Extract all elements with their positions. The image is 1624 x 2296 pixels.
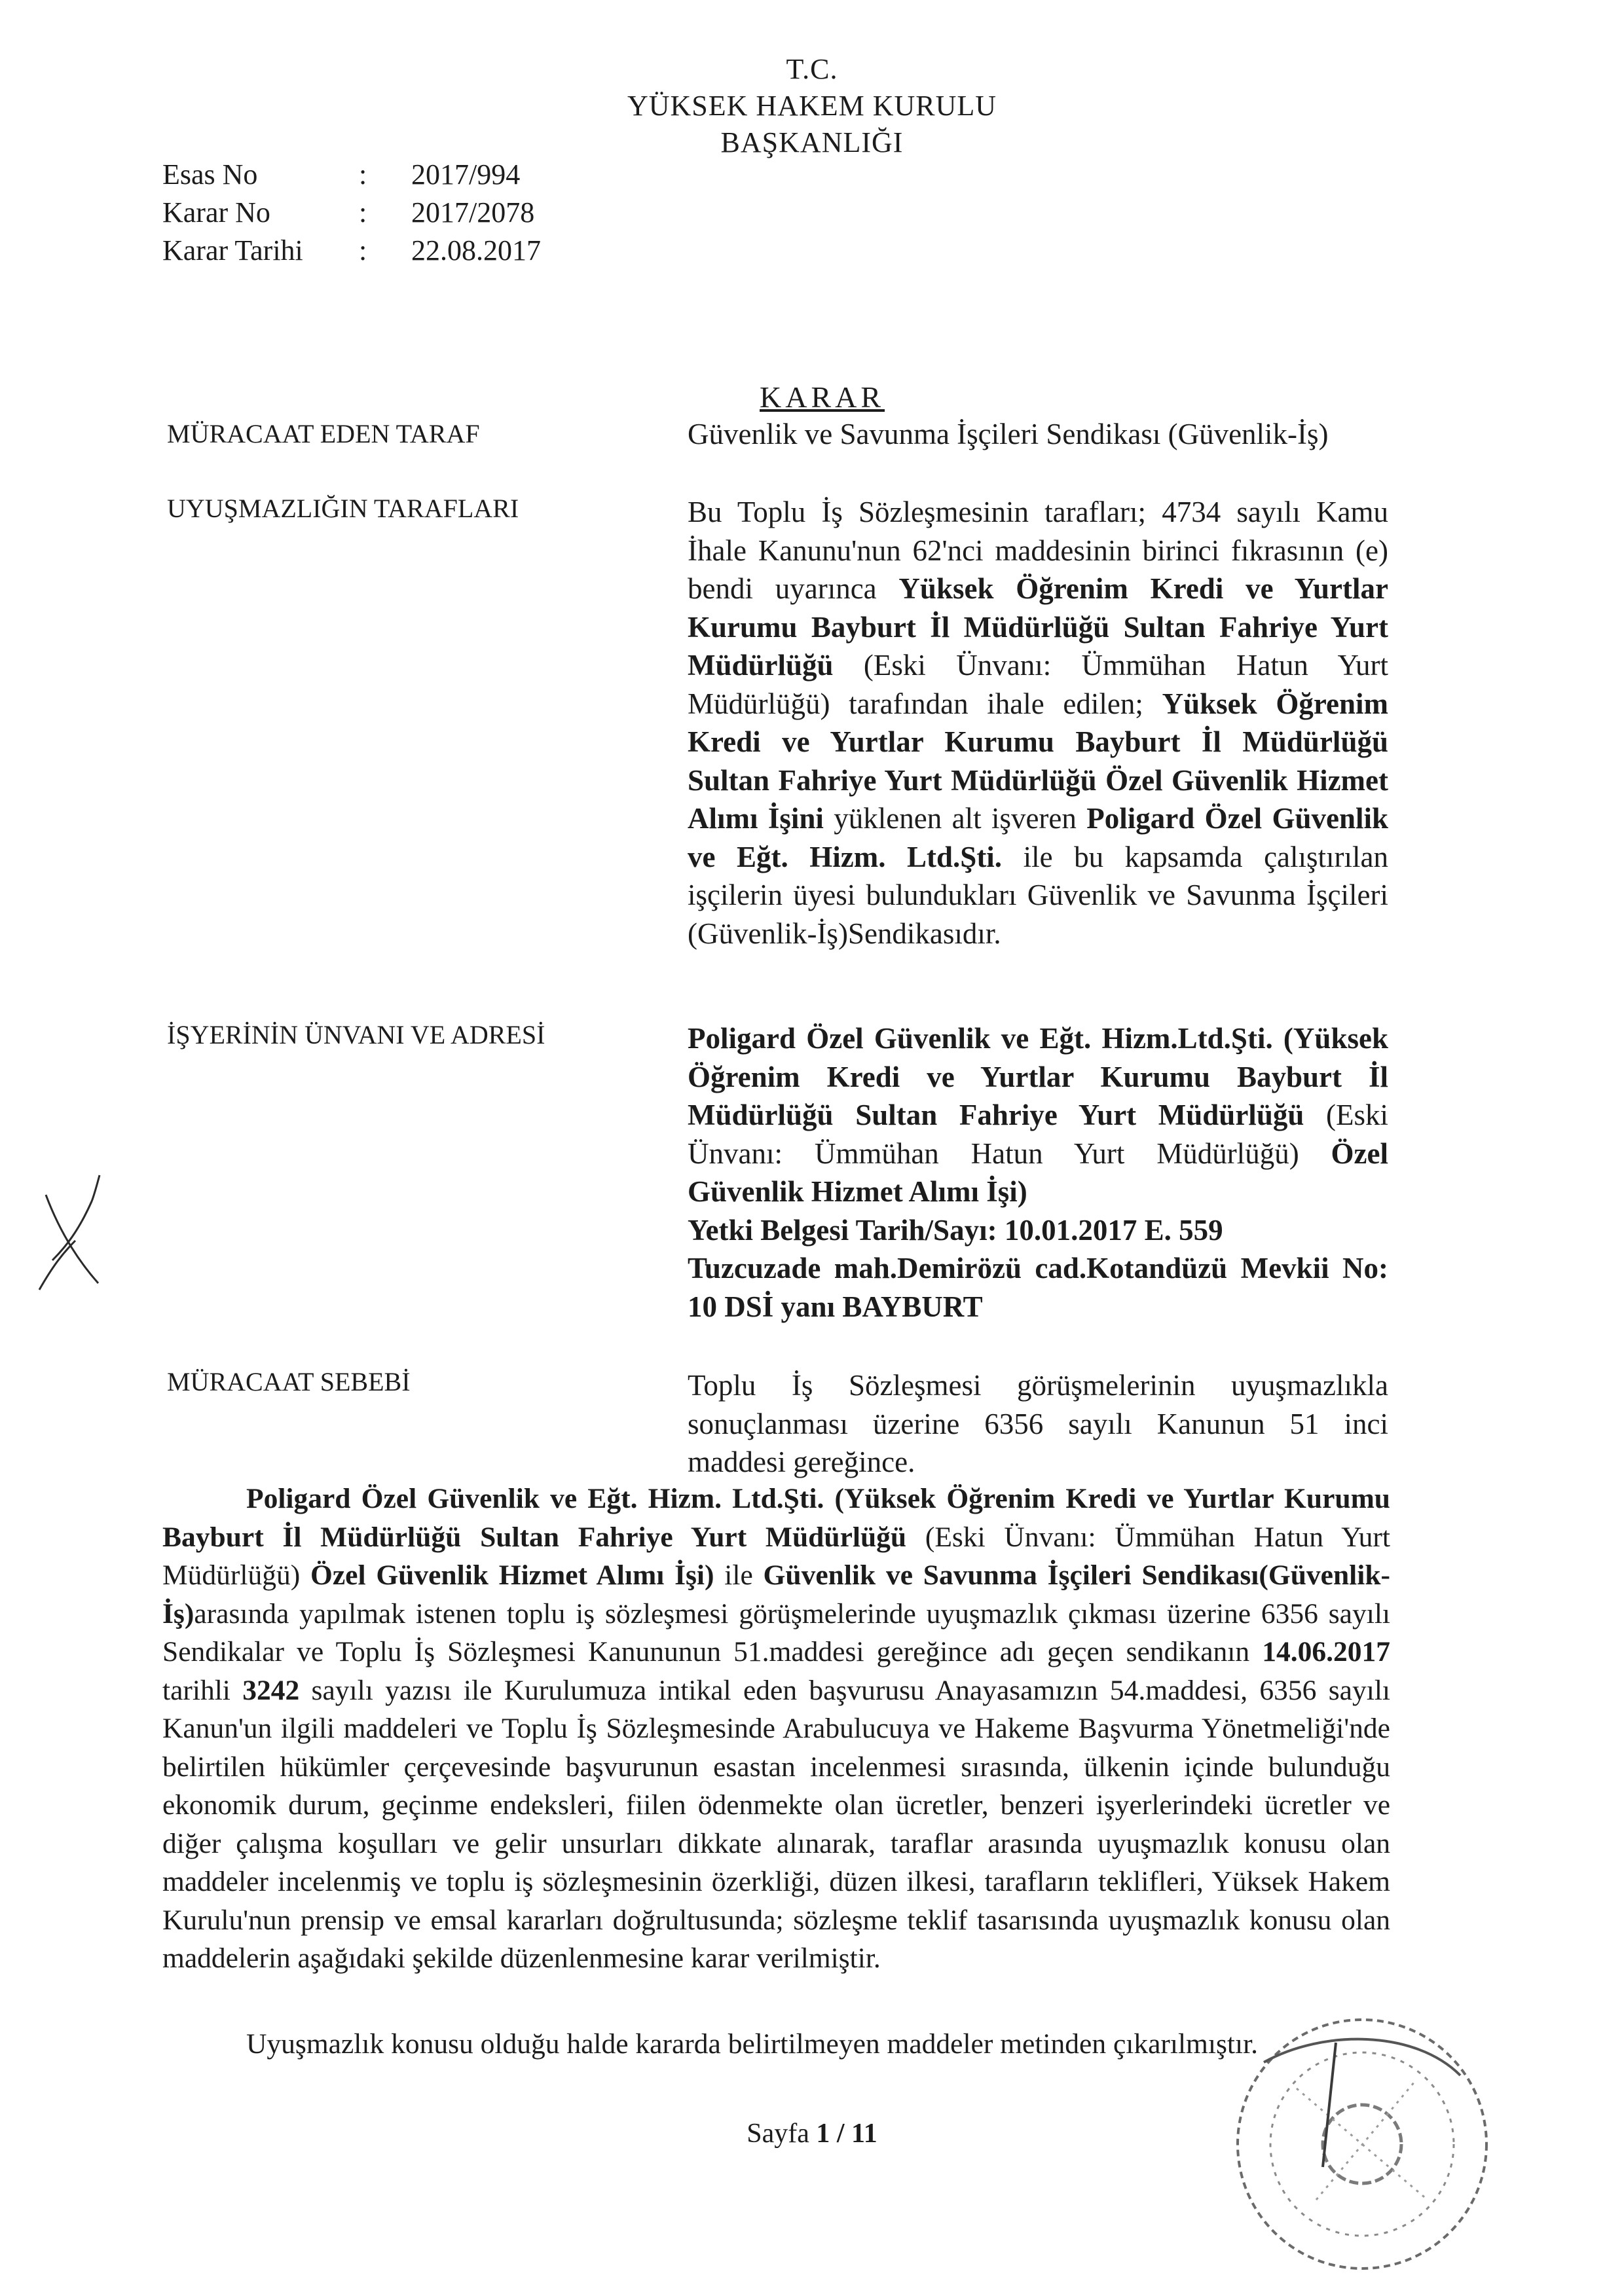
isyeri-text — [688, 1019, 1388, 1211]
colon: : — [359, 158, 367, 191]
document-title: KARAR — [760, 380, 885, 414]
isyeri-part: (Eski Ünvanı: Ümmühan Hatun Yurt Müdürlüğü) — [688, 1099, 1388, 1170]
page-prefix: Sayfa — [747, 2119, 817, 2149]
taraflar-bold: Poligard Özel Güvenlik ve Eğt. Hizm. Ltd.Şti. — [688, 802, 1389, 873]
official-round-stamp — [1218, 2003, 1506, 2278]
sebep-value — [688, 1366, 1388, 1482]
muracaat-eden-text: Güvenlik ve Savunma İşçileri Sendikası (Güvenlik-İş) — [688, 418, 1329, 450]
colon: : — [359, 196, 367, 228]
sebep-label: MÜRACAAT SEBEBİ — [167, 1367, 411, 1396]
body-part: arasında yapılmak istenen toplu iş sözleşmesi görüşmelerinde uyuşmazlık çıkması üzerine 6356 sayılı Sendikalar ve Toplu İş Sözleşmesi Kanununun 51.maddesi gereğince adı geçen sendikanın — [162, 1597, 1390, 1667]
isyeri-address — [688, 1249, 1388, 1326]
taraflar-bold: Yüksek Öğrenim Kredi ve Yurtlar Kurumu Bayburt İl Müdürlüğü Sultan Fahriye Yurt Müdürlüğü Özel Güvenlik Hizmet Alımı İşini — [688, 687, 1388, 835]
body-number: 3242 — [242, 1674, 300, 1706]
header-presidency: BAŞKANLIĞI — [720, 126, 904, 158]
isyeri-bold: Özel Güvenlik Hizmet Alımı İşi) — [688, 1137, 1388, 1208]
body-part: ile — [714, 1559, 764, 1591]
colon: : — [359, 234, 367, 266]
esas-label: Esas No — [162, 158, 258, 191]
isyeri-label: İŞYERİNİN ÜNVANI VE ADRESİ — [167, 1020, 545, 1049]
taraflar-text — [688, 493, 1388, 953]
body-paragraph-2-text: Uyuşmazlık konusu olduğu halde kararda belirtilmeyen maddeler metinden çıkarılmıştır. — [246, 2028, 1259, 2060]
body-bold: Güvenlik ve Savunma İşçileri Sendikası(Güvenlik-İş) — [162, 1559, 1390, 1630]
taraflar-value — [688, 493, 1388, 953]
yetki-belgesi-text: Yetki Belgesi Tarih/Sayı: 10.01.2017 E. 559 — [688, 1213, 1223, 1247]
body-paragraph-1 — [162, 1480, 1390, 1978]
taraflar-bold: Yüksek Öğrenim Kredi ve Yurtlar Kurumu Bayburt İl Müdürlüğü Sultan Fahriye Yurt Müdürlüğü — [688, 572, 1388, 682]
body-part: (Eski Ünvanı: Ümmühan Hatun Yurt Müdürlüğü) — [162, 1521, 1390, 1591]
body-part: tarihli — [162, 1674, 243, 1706]
taraflar-part: ile bu kapsamda çalıştırılan işçilerin üyesi bulundukları Güvenlik ve Savunma İşçileri (Güvenlik-İş)Sendikasıdır. — [688, 840, 1389, 950]
body-part: sayılı yazısı ile Kurulumuza intikal eden başvurusu Anayasamızın 54.maddesi, 6356 sayılı Kanun'un ilgili maddeleri ve Toplu İş Sözleşmesinde Arabulucuya ve Hakeme Başvurma Yönetmeliği'nde belirtilen hükümler çerçevesinde başvurunun esastan incelenmesi sırasında, ülkenin içinde bulunduğu ekonomik durum, geçinme endeksleri, fiilen ödenmekte olan ücretler, benzeri işyerlerindeki ücretler ve diğer çalışma koşulları ve gelir unsurları dikkate alınarak, taraflar arasında uyuşmazlık konusu olan maddeler incelenmiş ve toplu iş sözleşmesinin özerkliği, düzen ilkesi, tarafların teklifleri, Yüksek Hakem Kurulu'nun prensip ve emsal kararları doğrultusunda; sözleşme teklif tasarısında uyuşmazlık konusu olan maddelerin aşağıdaki şekilde düzenlenmesine karar verilmiştir. — [162, 1674, 1390, 1974]
taraflar-part: Bu Toplu İş Sözleşmesinin tarafları; 4734 sayılı Kamu İhale Kanunu'nun 62'nci maddesinin birinci fıkrasının (e) bendi uyarınca — [688, 496, 1388, 605]
muracaat-eden-label: MÜRACAAT EDEN TARAF — [167, 419, 480, 448]
tarih-label: Karar Tarihi — [162, 234, 303, 266]
taraflar-part: (Eski Ünvanı: Ümmühan Hatun Yurt Müdürlüğü) tarafından ihale edilen; — [688, 649, 1388, 720]
body-bold: Özel Güvenlik Hizmet Alımı İşi) — [310, 1559, 714, 1591]
isyeri-address-text: Tuzcuzade mah.Demirözü cad.Kotandüzü Mevkii No: 10 DSİ yanı BAYBURT — [688, 1252, 1388, 1323]
tarih-value: 22.08.2017 — [411, 234, 541, 266]
isyeri-bold: Poligard Özel Güvenlik ve Eğt. Hizm.Ltd.Şti. (Yüksek Öğrenim Kredi ve Yurtlar Kurumu Bayburt İl Müdürlüğü Sultan Fahriye Yurt Müdürlüğü — [688, 1022, 1388, 1131]
body-bold: Poligard Özel Güvenlik ve Eğt. Hizm. Ltd.Şti. (Yüksek Öğrenim Kredi ve Yurtlar Kurumu Bayburt İl Müdürlüğü Sultan Fahriye Yurt Müdürlüğü — [162, 1483, 1390, 1553]
muracaat-eden-value — [688, 415, 1388, 454]
karar-row — [162, 194, 541, 232]
sebep-text: Toplu İş Sözleşmesi görüşmelerinin uyuşmazlıkla sonuçlanması üzerine 6356 sayılı Kanunun 51 inci maddesi gereğince. — [688, 1369, 1388, 1478]
esas-row — [162, 156, 541, 194]
karar-value: 2017/2078 — [411, 196, 535, 228]
karar-label: Karar No — [162, 196, 270, 228]
isyeri-value — [688, 1019, 1388, 1326]
taraflar-label: UYUŞMAZLIĞIN TARAFLARI — [167, 494, 519, 523]
body-paragraph-2 — [162, 2025, 1390, 2064]
body-paragraph-1-text — [162, 1480, 1390, 1978]
page-count: 1 / 11 — [816, 2119, 877, 2149]
taraflar-part: yüklenen alt işveren — [823, 802, 1087, 835]
body-date: 14.06.2017 — [1262, 1636, 1390, 1667]
header-tc: T.C. — [786, 53, 838, 85]
handwritten-initial-mark — [26, 1162, 111, 1300]
esas-value: 2017/994 — [411, 158, 521, 191]
meta-block — [162, 156, 541, 270]
yetki-belgesi — [688, 1211, 1388, 1250]
tarih-row — [162, 232, 541, 270]
header-institution: YÜKSEK HAKEM KURULU — [627, 90, 997, 122]
